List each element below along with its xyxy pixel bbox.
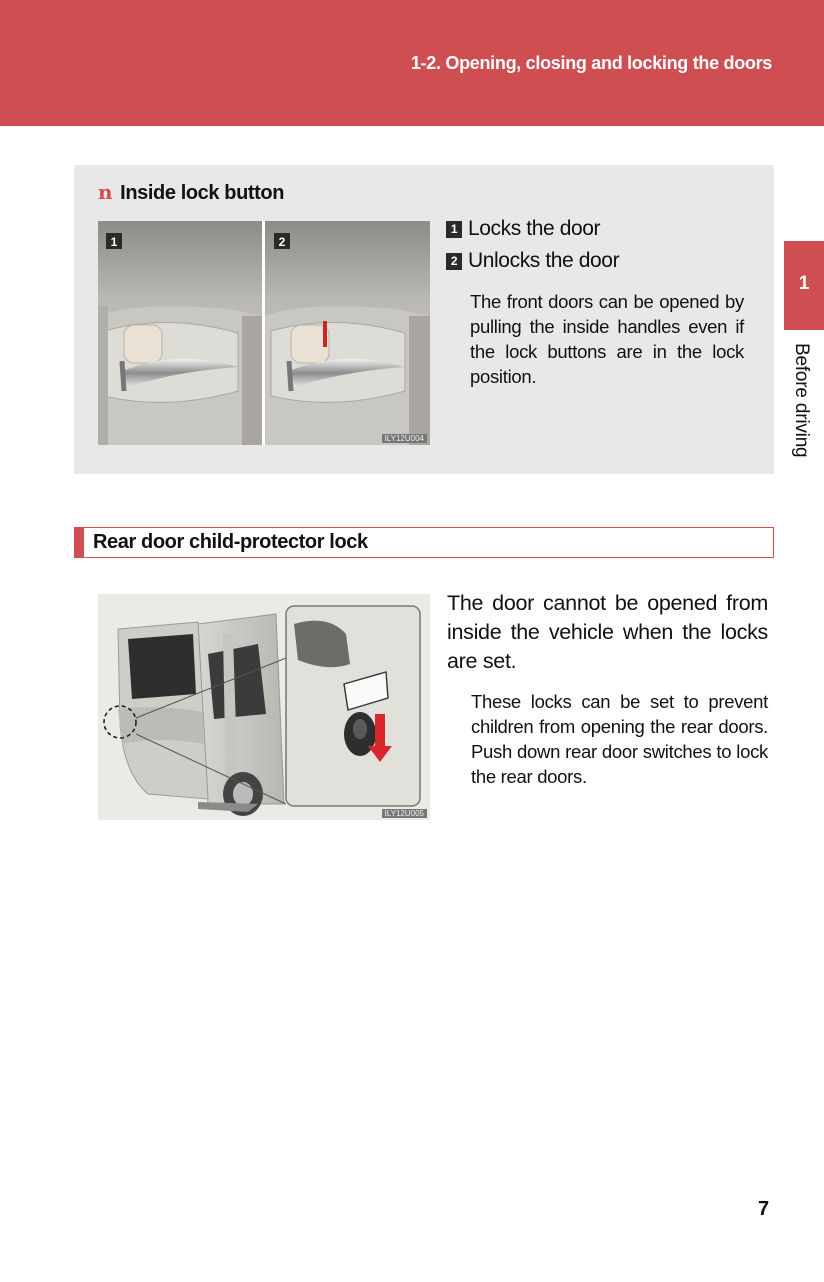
chapter-title: 1-2. Opening, closing and locking the doors [410,53,772,73]
lock-step [446,249,746,273]
chapter-tab-number: 1 [798,273,810,294]
child-lock-sub-text: These locks can be set to prevent children from opening the rear doors. Push down rear door switches to lock the rear doors. [471,691,768,787]
photo-label-1: 1 [110,235,118,249]
inside-lock-panel [74,165,774,474]
section-title: Rear door child-protector lock [93,531,368,553]
lock-steps-list [446,217,746,281]
photo-code: ILY12U005 [382,809,427,818]
inside-lock-heading-text: Inside lock button [120,182,285,204]
step-text: Locks the door [468,217,601,240]
photo-code: ILY12U004 [382,434,427,443]
step-text: Unlocks the door [468,249,620,272]
section-heading-bar [74,527,774,558]
bullet-icon: n [98,180,113,204]
photo-label-2: 2 [278,235,286,249]
inside-lock-heading [98,180,284,205]
page-header [0,0,824,126]
chapter-tab-label: Before driving [791,343,812,458]
chapter-tab [784,241,824,330]
step-number: 2 [446,253,462,270]
rear-door-illustration [98,594,430,820]
inside-lock-illustration [98,221,430,445]
page-number: 7 [758,1198,770,1220]
lock-step [446,217,746,241]
inside-lock-note: The front doors can be opened by pulling the inside handles even if the lock buttons are in the lock position. [470,291,744,387]
step-number: 1 [446,221,462,238]
child-lock-illustration [98,594,430,820]
door-handle-illustration [98,221,430,445]
child-lock-main-text: The door cannot be opened from inside the vehicle when the locks are set. [447,591,768,673]
